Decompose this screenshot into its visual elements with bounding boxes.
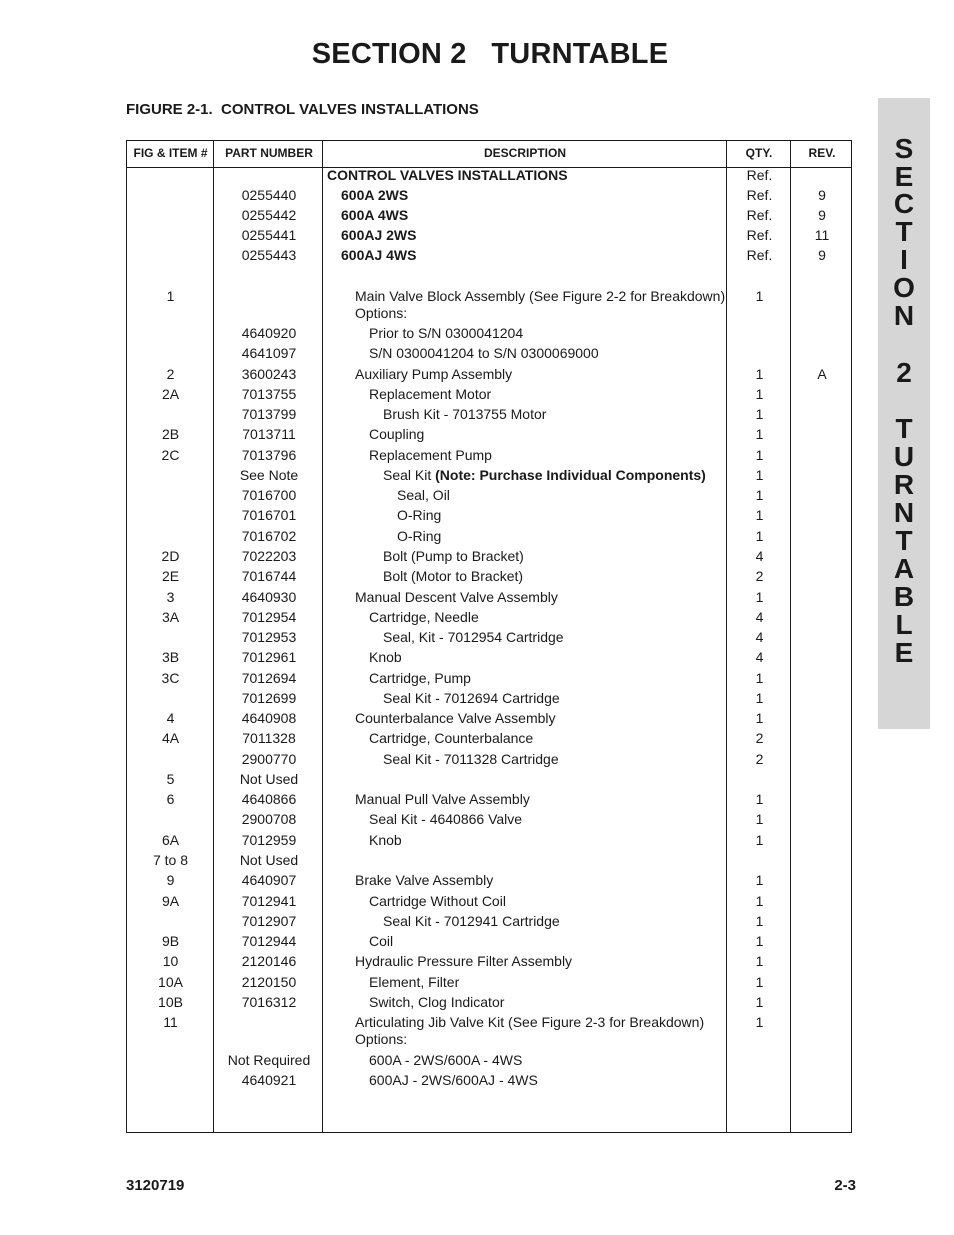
part-number-cell: 7016744: [241, 568, 297, 584]
part-number-cell: 0255441: [241, 227, 297, 243]
fig-item-cell: 2C: [161, 447, 180, 463]
description-cell: [341, 247, 731, 264]
description-text: 600A 2WS: [341, 187, 409, 203]
fig-item-cell: 9: [166, 872, 175, 888]
description-text: Cartridge, Counterbalance: [369, 730, 534, 746]
fig-item-cell: 11: [163, 1014, 178, 1030]
description-cell: [369, 1072, 759, 1089]
description-cell: [341, 187, 731, 204]
column-header-part-number: PART NUMBER: [225, 146, 313, 160]
description-cell: [355, 288, 745, 322]
part-number-cell: 7013755: [241, 386, 297, 402]
description-cell: [369, 811, 759, 828]
qty-cell: Ref.: [746, 207, 773, 223]
description-text: Cartridge, Needle: [369, 609, 479, 625]
part-number-cell: 7012953: [241, 629, 297, 645]
description-cell: [355, 872, 745, 889]
description-text: Prior to S/N 0300041204: [369, 325, 524, 341]
part-number-cell: Not Required: [227, 1052, 311, 1068]
fig-item-cell: 2E: [161, 568, 180, 584]
description-cell: [341, 227, 731, 244]
column-header-fig: FIG & ITEM #: [133, 146, 208, 160]
column-header-qty: QTY.: [745, 146, 773, 160]
description-text: Element, Filter: [369, 974, 460, 990]
part-number-cell: 4640921: [241, 1072, 297, 1088]
part-number-cell: Not Used: [239, 771, 299, 787]
qty-cell: 2: [755, 730, 764, 746]
side-tab-letter: U: [893, 441, 915, 472]
description-cell: [355, 710, 745, 727]
qty-cell: 1: [755, 447, 764, 463]
part-number-cell: 0255440: [241, 187, 297, 203]
description-text: 600AJ - 2WS/600AJ - 4WS: [369, 1072, 538, 1088]
qty-cell: 4: [755, 609, 764, 625]
part-number-cell: 7016702: [241, 528, 297, 544]
description-text: Seal Kit: [383, 467, 436, 483]
description-text: 600AJ 2WS: [341, 227, 417, 243]
rev-cell: 9: [818, 247, 826, 263]
description-text: O-Ring: [397, 528, 442, 544]
qty-cell: 2: [755, 568, 764, 584]
description-text: 600A - 2WS/600A - 4WS: [369, 1052, 523, 1068]
part-number-cell: 7012961: [241, 649, 297, 665]
description-text: Main Valve Block Assembly (See Figure 2-2 for Breakdown) Options:: [355, 288, 726, 321]
fig-item-cell: 4A: [161, 730, 180, 746]
description-cell: [355, 791, 745, 808]
description-cell: [383, 690, 773, 707]
qty-cell: 1: [755, 528, 764, 544]
qty-cell: 1: [755, 426, 764, 442]
side-tab-letter: E: [894, 637, 914, 668]
description-cell: [383, 629, 773, 646]
description-cell: [327, 167, 717, 184]
part-number-cell: 4641097: [241, 345, 297, 361]
side-tab-letter: T: [895, 413, 913, 444]
side-tab-letter: R: [893, 469, 915, 500]
qty-cell: 1: [755, 670, 764, 686]
fig-item-cell: 6A: [161, 832, 180, 848]
description-text: Brush Kit - 7013755 Motor: [383, 406, 547, 422]
part-number-cell: 7012954: [241, 609, 297, 625]
qty-cell: 1: [755, 832, 764, 848]
fig-item-cell: 10B: [158, 994, 183, 1010]
part-number-cell: 3600243: [241, 366, 297, 382]
side-tab-letter: B: [893, 581, 915, 612]
description-text: S/N 0300041204 to S/N 0300069000: [369, 345, 599, 361]
qty-cell: 4: [755, 629, 764, 645]
description-text: Seal Kit - 7012694 Cartridge: [383, 690, 560, 706]
qty-cell: 1: [755, 589, 764, 605]
description-text: 600AJ 4WS: [341, 247, 417, 263]
part-number-cell: 2900770: [241, 751, 297, 767]
part-number-cell: 7012699: [241, 690, 297, 706]
fig-item-cell: 3B: [161, 649, 180, 665]
part-number-cell: 4640920: [241, 325, 297, 341]
description-text: Knob: [369, 832, 402, 848]
fig-item-cell: 1: [166, 288, 175, 304]
rev-cell: A: [817, 366, 827, 382]
description-text: Hydraulic Pressure Filter Assembly: [355, 953, 573, 969]
fig-item-cell: 3C: [161, 670, 180, 686]
description-cell: [369, 670, 759, 687]
side-tab-letter: N: [893, 300, 915, 331]
qty-cell: 1: [755, 893, 764, 909]
qty-cell: 1: [755, 933, 764, 949]
part-number-cell: 7016312: [241, 994, 297, 1010]
description-cell: [355, 953, 745, 970]
qty-cell: Ref.: [746, 247, 773, 263]
description-cell: [383, 548, 773, 565]
qty-cell: 1: [755, 872, 764, 888]
description-cell: [369, 730, 759, 747]
qty-cell: 4: [755, 548, 764, 564]
side-tab-letter: L: [895, 609, 913, 640]
part-number-cell: 2900708: [241, 811, 297, 827]
part-number-cell: 7016701: [241, 507, 297, 523]
description-text: Brake Valve Assembly: [355, 872, 494, 888]
column-header-rev: REV.: [808, 146, 836, 160]
qty-cell: 1: [755, 366, 764, 382]
description-text: Seal Kit - 7012941 Cartridge: [383, 913, 560, 929]
fig-item-cell: 9B: [161, 933, 180, 949]
part-number-cell: 7012959: [241, 832, 297, 848]
description-cell: [369, 994, 759, 1011]
qty-cell: 4: [755, 649, 764, 665]
side-tab-letter: S: [894, 133, 914, 164]
description-cell: [369, 1052, 759, 1069]
qty-cell: Ref.: [746, 227, 773, 243]
section-title: SECTION 2 TURNTABLE: [311, 38, 669, 70]
side-tab-letter: 2: [896, 357, 912, 388]
description-cell: [355, 366, 745, 383]
side-tab-letter: T: [895, 525, 913, 556]
description-text: O-Ring: [397, 507, 442, 523]
document-number: 3120719: [126, 1177, 185, 1194]
description-text: 600A 4WS: [341, 207, 409, 223]
description-cell: [383, 406, 773, 423]
description-cell: [369, 933, 759, 950]
figure-title: FIGURE 2-1. CONTROL VALVES INSTALLATIONS: [126, 101, 479, 118]
fig-item-cell: 2A: [161, 386, 180, 402]
description-cell: [369, 649, 759, 666]
qty-cell: 1: [755, 1014, 764, 1030]
description-text: Coupling: [369, 426, 425, 442]
rev-cell: 9: [818, 187, 826, 203]
qty-cell: 1: [755, 811, 764, 827]
fig-item-cell: 10: [162, 953, 179, 969]
description-cell: [369, 893, 759, 910]
description-text: Manual Pull Valve Assembly: [355, 791, 530, 807]
qty-cell: 1: [755, 974, 764, 990]
part-number-cell: 7013711: [242, 426, 296, 442]
description-text: Seal Kit - 7011328 Cartridge: [383, 751, 559, 767]
description-cell: [355, 589, 745, 606]
description-cell: [341, 207, 731, 224]
side-tab-letter: A: [893, 553, 915, 584]
rev-cell: 9: [818, 207, 826, 223]
side-tab-letter: T: [895, 216, 913, 247]
part-number-cell: 2120146: [241, 953, 297, 969]
fig-item-cell: 4: [166, 710, 175, 726]
description-cell: [383, 751, 773, 768]
qty-cell: 1: [755, 507, 764, 523]
fig-item-cell: 5: [166, 771, 175, 787]
qty-cell: 1: [755, 953, 764, 969]
qty-cell: 1: [755, 913, 764, 929]
part-number-cell: 7012941: [241, 893, 297, 909]
part-number-cell: 4640930: [241, 589, 297, 605]
qty-cell: 1: [755, 994, 764, 1010]
description-cell: [369, 426, 759, 443]
fig-item-cell: 2D: [161, 548, 180, 564]
side-tab-letter: I: [900, 244, 908, 275]
description-cell: [383, 913, 773, 930]
part-number-cell: 0255442: [241, 207, 297, 223]
description-cell: [369, 832, 759, 849]
description-text: Seal, Kit - 7012954 Cartridge: [383, 629, 564, 645]
part-number-cell: 7012944: [241, 933, 297, 949]
description-text: CONTROL VALVES INSTALLATIONS: [327, 167, 568, 183]
qty-cell: 1: [755, 406, 764, 422]
fig-item-cell: 7 to 8: [152, 852, 189, 868]
description-text: Manual Descent Valve Assembly: [355, 589, 558, 605]
description-text: Seal Kit - 4640866 Valve: [369, 811, 523, 827]
description-cell: [369, 447, 759, 464]
description-cell: [369, 325, 759, 342]
description-text: Auxiliary Pump Assembly: [355, 366, 513, 382]
part-number-cell: 7016700: [241, 487, 297, 503]
qty-cell: 1: [755, 386, 764, 402]
part-number-cell: 7012694: [241, 670, 297, 686]
description-cell: [355, 1014, 745, 1048]
description-cell: [369, 386, 759, 403]
side-tab-letter: N: [893, 497, 915, 528]
qty-cell: 2: [755, 751, 764, 767]
description-text: Knob: [369, 649, 402, 665]
part-number-cell: 0255443: [241, 247, 297, 263]
description-text: Seal, Oil: [397, 487, 450, 503]
description-text: Replacement Pump: [369, 447, 492, 463]
part-number-cell: 4640907: [241, 872, 297, 888]
fig-item-cell: 9A: [161, 893, 180, 909]
description-text: Cartridge, Pump: [369, 670, 471, 686]
rev-cell: 11: [814, 227, 830, 243]
fig-item-cell: 6: [166, 791, 175, 807]
qty-cell: 1: [755, 467, 764, 483]
fig-item-cell: 3A: [161, 609, 180, 625]
qty-cell: Ref.: [746, 187, 773, 203]
side-tab-letter: E: [894, 161, 914, 192]
description-text: Articulating Jib Valve Kit (See Figure 2-3 for Breakdown) Options:: [355, 1014, 705, 1047]
part-number-cell: 7022203: [241, 548, 297, 564]
description-text: Coil: [369, 933, 394, 949]
part-number-cell: 4640866: [241, 791, 297, 807]
qty-cell: 1: [755, 690, 764, 706]
description-cell: [383, 568, 773, 585]
part-number-cell: 7011328: [242, 730, 296, 746]
fig-item-cell: 2B: [161, 426, 180, 442]
description-text: Cartridge Without Coil: [369, 893, 506, 909]
description-text: Switch, Clog Indicator: [369, 994, 505, 1010]
fig-item-cell: 2: [166, 366, 175, 382]
part-number-cell: See Note: [239, 467, 299, 483]
description-text: Replacement Motor: [369, 386, 492, 402]
qty-cell: Ref.: [746, 167, 773, 183]
qty-cell: 1: [755, 710, 764, 726]
description-cell: [369, 974, 759, 991]
column-header-description: DESCRIPTION: [483, 146, 566, 160]
part-number-cell: 7013799: [241, 406, 297, 422]
fig-item-cell: 3: [166, 589, 175, 605]
section-side-tab: [878, 98, 930, 729]
qty-cell: 1: [755, 791, 764, 807]
description-text: Counterbalance Valve Assembly: [355, 710, 556, 726]
fig-item-cell: 10A: [158, 974, 183, 990]
part-number-cell: 2120150: [241, 974, 297, 990]
part-number-cell: 7013796: [241, 447, 297, 463]
description-text: Bolt (Motor to Bracket): [383, 568, 524, 584]
qty-cell: 1: [755, 288, 764, 304]
part-number-cell: 7012907: [241, 913, 297, 929]
side-tab-letter: C: [893, 188, 915, 219]
description-cell: [383, 467, 773, 484]
page-number: 2-3: [834, 1177, 856, 1194]
parts-table: [126, 140, 852, 1133]
description-cell: [369, 345, 759, 362]
part-number-cell: Not Used: [239, 852, 299, 868]
description-text: Bolt (Pump to Bracket): [383, 548, 524, 564]
part-number-cell: 4640908: [241, 710, 297, 726]
description-cell: [369, 609, 759, 626]
qty-cell: 1: [755, 487, 764, 503]
description-note: (Note: Purchase Individual Components): [435, 467, 706, 483]
side-tab-letter: O: [893, 272, 915, 303]
